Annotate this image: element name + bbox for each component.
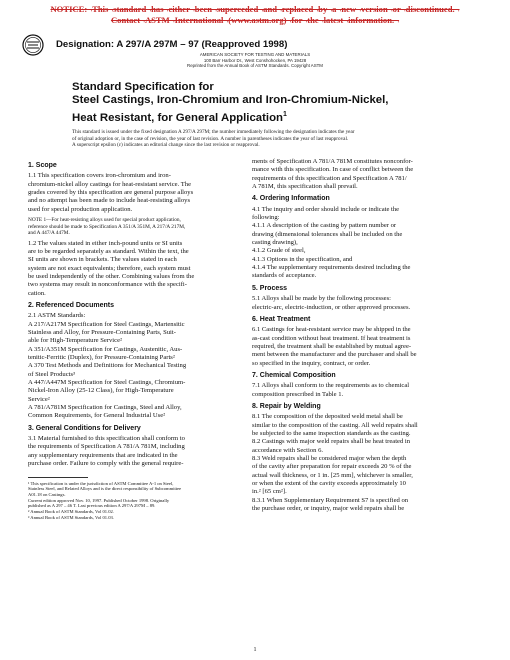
section-heading-process: 5. Process bbox=[252, 284, 288, 292]
text-line: 4.1 The inquiry and order should include or indicate the bbox=[252, 205, 400, 213]
text-line: in.² [65 cm²]. bbox=[252, 488, 287, 496]
paragraph-3-1 bbox=[28, 435, 250, 468]
text-line: requirements of this specification and Specification A 781/ bbox=[252, 174, 407, 182]
section-heading-general-conditions: 3. General Conditions for Delivery bbox=[28, 424, 141, 432]
paragraph-4 bbox=[252, 206, 474, 281]
section-heading-scope: 1. Scope bbox=[28, 162, 57, 169]
text-line: mance with this specification. In case of conflict between the bbox=[252, 166, 414, 174]
text-line: tenitic-Ferritic (Duplex), for Pressure-Containing Parts² bbox=[28, 354, 175, 362]
intro-line: of original adoption or, in the case of revision, the year of last revision. A number in parentheses indicates the year of last reapproval. bbox=[72, 135, 349, 142]
text-line: similar to the composition of the casting. All weld repairs shall bbox=[252, 421, 418, 429]
text-line: ³ Annual Book of ASTM Standards, Vol 01.03. bbox=[28, 514, 114, 520]
paragraph-1-1 bbox=[28, 172, 250, 214]
intro-line: This standard is issued under the fixed designation A 297/A 297M; the number immediately following the designation indicates the year bbox=[72, 129, 355, 135]
text-line: actual wall thickness, or 1 in. [25 mm], whichever is smaller, bbox=[252, 471, 413, 479]
text-line: cation. bbox=[28, 289, 46, 297]
text-line: the purchase order, or inquiry, major weld repairs shall be bbox=[252, 505, 405, 513]
paragraph-7 bbox=[252, 382, 474, 399]
section-heading-repair-by-welding: 8. Repair by Welding bbox=[252, 402, 321, 410]
section-heading-ordering-information: 4. Ordering Information bbox=[252, 195, 330, 203]
publisher-line: Reprinted from the Annual Book of ASTM Standards. Copyright ASTM bbox=[187, 63, 323, 69]
text-line: composition prescribed in Table 1. bbox=[252, 390, 344, 398]
text-line: so specified in the inquiry, contract, or order. bbox=[252, 359, 371, 367]
left-column bbox=[28, 158, 250, 520]
paragraph-8 bbox=[252, 413, 474, 513]
publisher-line: 100 Barr Harbor Dr., West Conshohocken, PA 19428 bbox=[203, 57, 307, 63]
text-line: are to be regarded separately as standard. Within the text, the bbox=[28, 247, 189, 255]
text-line: or when the extent of the cavity exceeds approximately 10 bbox=[252, 480, 406, 488]
text-line: A01.18 on Castings. bbox=[28, 491, 66, 497]
text-line: system are not exact equivalents; therefore, each system must bbox=[28, 264, 191, 272]
publisher-block bbox=[0, 52, 510, 69]
text-line: 4.1.3 Options in the specification, and bbox=[252, 255, 353, 263]
text-line: 4.1.2 Grade of steel, bbox=[252, 247, 306, 255]
text-line: NOTE 1—For heat-resisting alloys used for special product application, bbox=[28, 217, 181, 224]
text-line: any supplementary requirements that are indicated in the bbox=[28, 451, 178, 459]
text-line: 2.1 ASTM Standards: bbox=[28, 312, 86, 320]
page-number: 1 bbox=[253, 647, 257, 653]
text-line: Service² bbox=[28, 395, 50, 403]
text-line: 5.1 Alloys shall be made by the following processes: bbox=[252, 295, 391, 303]
paragraph-6 bbox=[252, 326, 474, 368]
designation: Designation: A 297/A 297M – 97 (Reapproved 1998) bbox=[56, 39, 288, 50]
text-line: of Steel Products³ bbox=[28, 370, 76, 378]
text-line: A 781/A781M Specification for Castings, Steel and Alloy, bbox=[28, 404, 182, 412]
text-line: A 370 Test Methods and Definitions for Mechanical Testing bbox=[28, 362, 187, 370]
text-line: SI units are shown in brackets. The values stated in each bbox=[28, 256, 177, 264]
text-line: 4.1.4 The supplementary requirements desired including the bbox=[252, 264, 411, 272]
title-line: Standard Specification for bbox=[72, 81, 214, 93]
section-heading-heat-treatment: 6. Heat Treatment bbox=[252, 315, 311, 323]
text-line: following: bbox=[252, 214, 280, 222]
text-line: ¹ This specification is under the jurisdiction of ASTM Committee A-1 on Steel, bbox=[28, 480, 174, 486]
paragraph-3-1-continued bbox=[252, 158, 474, 191]
intro-paragraph bbox=[72, 129, 472, 149]
text-line: ² Annual Book of ASTM Standards, Vol 01.02. bbox=[28, 509, 114, 515]
text-line: 8.3 Weld repairs shall be considered major when the depth bbox=[252, 455, 407, 462]
text-line: and A 447/A 447M. bbox=[28, 230, 70, 237]
title-line bbox=[72, 108, 472, 125]
text-line: 8.1 The composition of the deposited weld metal shall be bbox=[252, 413, 403, 421]
intro-line: A superscript epsilon (ε) indicates an editorial change since the last revision or reapproval. bbox=[72, 142, 260, 149]
title-line-text: Heat Resistant, for General Application bbox=[72, 111, 283, 124]
text-line: as-cast condition without heat treatment. If heat treatment is bbox=[252, 334, 411, 342]
text-line: be subjected to the same inspection standards as the casting. bbox=[252, 429, 411, 437]
title-line: Steel Castings, Iron-Chromium and Iron-Chromium-Nickel, bbox=[72, 94, 389, 107]
notice-banner bbox=[0, 4, 510, 26]
text-line: able for High-Temperature Service² bbox=[28, 337, 122, 345]
notice-line-1: NOTICE:¬This¬standard¬has¬either¬been¬superceded¬and¬replaced¬by¬a¬new¬version¬or¬discontinued.¬ bbox=[50, 4, 460, 14]
text-line: used for special production application. bbox=[28, 205, 133, 213]
publisher-line: AMERICAN SOCIETY FOR TESTING AND MATERIALS bbox=[199, 52, 311, 57]
text-line: A 351/A351M Specification for Castings, Austenitic, Aus- bbox=[28, 345, 183, 353]
text-line: chromium-nickel alloy castings for heat-resistant service. The bbox=[28, 180, 192, 188]
text-line: ment between the manufacturer and the purchaser and shall be bbox=[252, 351, 417, 359]
text-line: 7.1 Alloys shall conform to the requirements as to chemical bbox=[252, 382, 410, 390]
paragraph-1-2 bbox=[28, 240, 250, 298]
text-line: of the cavity after preparation for repair exceeds 20 % of the bbox=[252, 463, 412, 471]
text-line: Common Requirements, for General Industrial Use² bbox=[28, 412, 166, 420]
section-heading-chemical-composition: 7. Chemical Composition bbox=[252, 371, 336, 379]
text-line: 1.1 This specification covers iron-chromium and iron- bbox=[28, 172, 171, 180]
text-line: A 781M, this specification shall prevail. bbox=[252, 183, 358, 191]
text-line: 1.2 The values stated in either inch-pound units or SI units bbox=[28, 239, 183, 247]
text-line: grades covered by this specification are general purpose alloys bbox=[28, 189, 194, 197]
right-column bbox=[252, 158, 474, 513]
text-line: Nickel-Iron Alloy (25-12 Class), for High-Temperature bbox=[28, 387, 174, 395]
notice-line-2: Contact¬ASTM¬International¬(www.astm.org)¬for¬the¬latest¬information.¬ bbox=[110, 15, 400, 25]
text-line: accordance with Section 6. bbox=[252, 446, 324, 454]
text-line: 8.3.1 When Supplementary Requirement S7 is specified on bbox=[252, 496, 409, 504]
text-line: Stainless and Alloy, for Pressure-Containing Parts, Suit- bbox=[28, 329, 176, 336]
text-line: 3.1 Material furnished to this specification shall conform to bbox=[28, 435, 185, 443]
text-line: be used independently of the other. Combining values from the bbox=[28, 272, 195, 280]
text-line: A 447/A447M Specification for Steel Castings, Chromium- bbox=[28, 379, 186, 387]
text-line: and no attempt has been made to include heat-resisting alloys bbox=[28, 197, 191, 205]
text-line: reference should be made to Specification A 351/A 351M, A 217/A 217M, bbox=[28, 223, 186, 230]
note-1 bbox=[28, 217, 250, 237]
paragraph-2-1 bbox=[28, 312, 250, 420]
text-line: electric-arc, electric-induction, or other approved processes. bbox=[252, 303, 411, 311]
text-line: ments of Specification A 781/A 781M constitutes nonconfor- bbox=[252, 158, 413, 165]
text-line: 6.1 Castings for heat-resistant service may be shipped in the bbox=[252, 326, 411, 334]
paragraph-5 bbox=[252, 295, 474, 312]
footnote-rule bbox=[28, 477, 88, 478]
text-line: published as A 297 – 46 T. Last previous edition A 297/A 297M – 89. bbox=[28, 503, 156, 509]
text-line: two systems may result in nonconformance with the specifi- bbox=[28, 281, 187, 289]
text-line: the requirements of Specification A 781/A 781M, including bbox=[28, 443, 185, 451]
text-line: required, the treatment shall be established by mutual agree- bbox=[252, 342, 412, 350]
text-line: 4.1.1 A description of the casting by pattern number or bbox=[252, 222, 397, 230]
text-line: A 217/A217M Specification for Steel Castings, Martensitic bbox=[28, 320, 185, 328]
footnotes bbox=[28, 481, 250, 521]
text-line: Current edition approved Nov. 10, 1997. Published October 1998. Originally bbox=[28, 497, 170, 503]
section-heading-referenced-documents: 2. Referenced Documents bbox=[28, 301, 114, 309]
text-line: Stainless Steel, and Related Alloys and is the direct responsibility of Subcommittee bbox=[28, 486, 182, 492]
text-line: casting drawing), bbox=[252, 239, 298, 247]
document-title bbox=[72, 81, 472, 125]
title-footnote-ref: 1 bbox=[282, 110, 287, 118]
text-line: purchase order. Failure to comply with the general require- bbox=[28, 460, 184, 468]
text-line: drawing (dimensional tolerances shall be included on the bbox=[252, 230, 403, 238]
text-line: standards of acceptance. bbox=[252, 272, 317, 280]
text-line: 8.2 Castings with major weld repairs shall be heat treated in bbox=[252, 438, 411, 446]
